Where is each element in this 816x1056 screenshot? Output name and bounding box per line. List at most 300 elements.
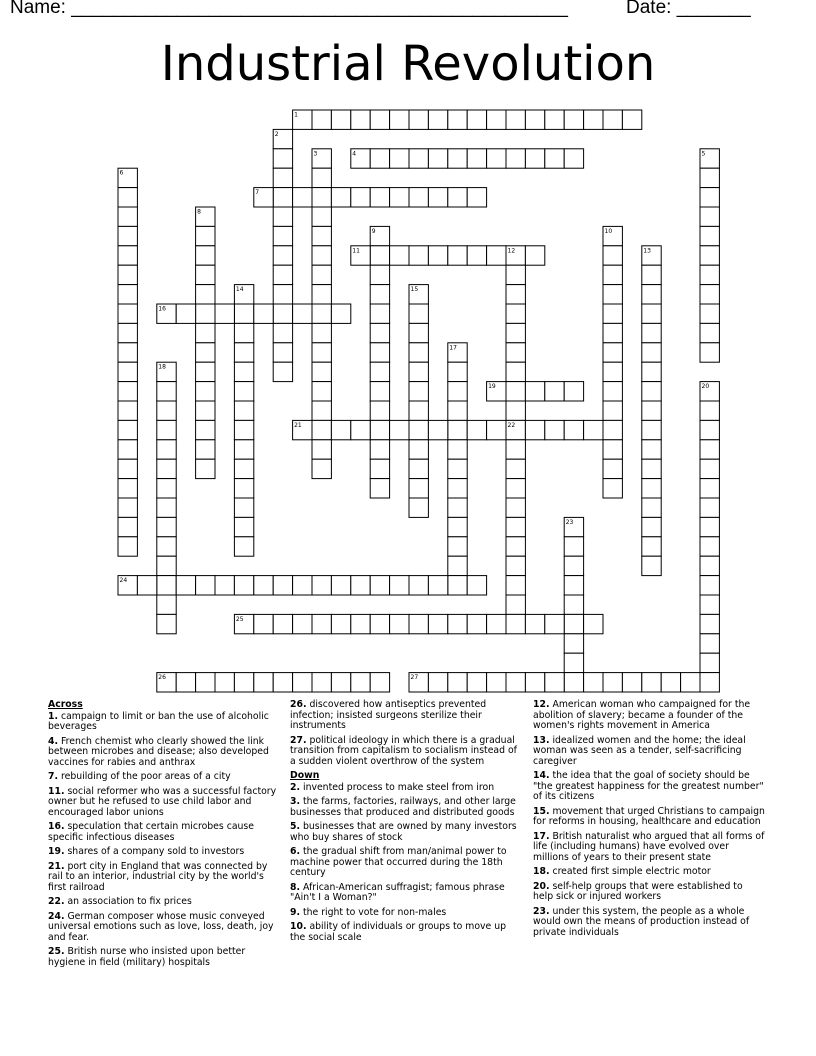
grid-cell[interactable] (118, 401, 137, 420)
grid-cell[interactable] (273, 343, 292, 362)
grid-cell[interactable] (157, 556, 176, 575)
grid-cell[interactable] (506, 382, 525, 401)
grid-cell[interactable] (506, 362, 525, 381)
grid-cell[interactable] (487, 149, 506, 168)
grid-cell[interactable] (642, 323, 661, 342)
grid-cell[interactable] (118, 343, 137, 362)
grid-cell[interactable] (448, 382, 467, 401)
grid-cell[interactable] (273, 149, 292, 168)
grid-cell[interactable] (467, 576, 486, 595)
grid-cell[interactable] (312, 614, 331, 633)
grid-cell[interactable] (157, 595, 176, 614)
grid-cell[interactable] (196, 401, 215, 420)
grid-cell[interactable] (234, 362, 253, 381)
grid-cell[interactable] (312, 168, 331, 187)
grid-cell[interactable] (661, 673, 680, 692)
grid-cell[interactable] (157, 401, 176, 420)
grid-cell[interactable] (196, 265, 215, 284)
grid-cell[interactable] (700, 226, 719, 245)
grid-cell[interactable] (506, 673, 525, 692)
grid-cell[interactable] (234, 576, 253, 595)
grid-cell[interactable] (603, 343, 622, 362)
grid-cell[interactable] (584, 110, 603, 129)
grid-cell[interactable] (448, 110, 467, 129)
grid-cell[interactable] (234, 401, 253, 420)
grid-cell[interactable] (448, 149, 467, 168)
grid-cell[interactable] (215, 673, 234, 692)
grid-cell[interactable] (506, 323, 525, 342)
grid-cell[interactable] (312, 304, 331, 323)
grid-cell[interactable] (293, 673, 312, 692)
grid-cell[interactable] (700, 246, 719, 265)
grid-cell[interactable] (506, 149, 525, 168)
grid-cell[interactable] (312, 420, 331, 439)
grid-cell[interactable] (234, 537, 253, 556)
grid-cell[interactable] (428, 576, 447, 595)
grid-cell[interactable] (700, 168, 719, 187)
grid-cell[interactable] (700, 304, 719, 323)
grid-cell[interactable] (642, 459, 661, 478)
grid-cell[interactable] (564, 595, 583, 614)
grid-cell[interactable] (700, 634, 719, 653)
grid-cell[interactable] (234, 382, 253, 401)
grid-cell[interactable] (409, 498, 428, 517)
grid-cell[interactable] (564, 382, 583, 401)
grid-cell[interactable] (196, 304, 215, 323)
grid-cell[interactable] (118, 188, 137, 207)
grid-cell[interactable] (642, 362, 661, 381)
grid-cell[interactable] (293, 304, 312, 323)
grid-cell[interactable] (370, 246, 389, 265)
grid-cell[interactable] (525, 614, 544, 633)
grid-cell[interactable] (273, 362, 292, 381)
grid-cell[interactable] (545, 382, 564, 401)
grid-cell[interactable] (448, 498, 467, 517)
grid-cell[interactable] (351, 188, 370, 207)
grid-cell[interactable] (176, 576, 195, 595)
grid-cell[interactable] (312, 323, 331, 342)
grid-cell[interactable] (118, 285, 137, 304)
grid-cell[interactable] (506, 304, 525, 323)
grid-cell[interactable] (603, 265, 622, 284)
grid-cell[interactable] (215, 576, 234, 595)
grid-cell[interactable] (700, 576, 719, 595)
grid-cell[interactable] (196, 576, 215, 595)
grid-cell[interactable] (700, 401, 719, 420)
grid-cell[interactable] (312, 285, 331, 304)
grid-cell[interactable] (390, 110, 409, 129)
grid-cell[interactable] (370, 323, 389, 342)
grid-cell[interactable] (700, 673, 719, 692)
grid-cell[interactable] (196, 382, 215, 401)
grid-cell[interactable] (234, 304, 253, 323)
grid-cell[interactable] (351, 576, 370, 595)
grid-cell[interactable] (525, 149, 544, 168)
grid-cell[interactable] (642, 382, 661, 401)
grid-cell[interactable] (700, 420, 719, 439)
grid-cell[interactable] (584, 673, 603, 692)
grid-cell[interactable] (564, 110, 583, 129)
grid-cell[interactable] (234, 498, 253, 517)
grid-cell[interactable] (622, 110, 641, 129)
grid-cell[interactable] (234, 459, 253, 478)
grid-cell[interactable] (157, 517, 176, 536)
grid-cell[interactable] (409, 479, 428, 498)
grid-cell[interactable] (448, 401, 467, 420)
grid-cell[interactable] (312, 207, 331, 226)
grid-cell[interactable] (603, 285, 622, 304)
grid-cell[interactable] (525, 110, 544, 129)
grid-cell[interactable] (467, 149, 486, 168)
grid-cell[interactable] (603, 479, 622, 498)
grid-cell[interactable] (564, 634, 583, 653)
grid-cell[interactable] (312, 343, 331, 362)
grid-cell[interactable] (234, 440, 253, 459)
grid-cell[interactable] (506, 343, 525, 362)
grid-cell[interactable] (545, 614, 564, 633)
grid-cell[interactable] (312, 440, 331, 459)
grid-cell[interactable] (118, 265, 137, 284)
grid-cell[interactable] (390, 614, 409, 633)
grid-cell[interactable] (370, 362, 389, 381)
grid-cell[interactable] (254, 673, 273, 692)
grid-cell[interactable] (642, 343, 661, 362)
grid-cell[interactable] (215, 304, 234, 323)
grid-cell[interactable] (428, 614, 447, 633)
grid-cell[interactable] (409, 323, 428, 342)
grid-cell[interactable] (448, 459, 467, 478)
grid-cell[interactable] (196, 323, 215, 342)
grid-cell[interactable] (642, 517, 661, 536)
grid-cell[interactable] (351, 673, 370, 692)
grid-cell[interactable] (273, 285, 292, 304)
grid-cell[interactable] (448, 440, 467, 459)
grid-cell[interactable] (584, 614, 603, 633)
grid-cell[interactable] (506, 498, 525, 517)
grid-cell[interactable] (506, 556, 525, 575)
grid-cell[interactable] (273, 265, 292, 284)
grid-cell[interactable] (118, 420, 137, 439)
grid-cell[interactable] (273, 614, 292, 633)
grid-cell[interactable] (293, 614, 312, 633)
grid-cell[interactable] (351, 110, 370, 129)
grid-cell[interactable] (700, 285, 719, 304)
grid-cell[interactable] (700, 595, 719, 614)
grid-cell[interactable] (312, 459, 331, 478)
grid-cell[interactable] (642, 304, 661, 323)
grid-cell[interactable] (622, 673, 641, 692)
grid-cell[interactable] (467, 673, 486, 692)
grid-cell[interactable] (409, 149, 428, 168)
grid-cell[interactable] (370, 149, 389, 168)
grid-cell[interactable] (234, 517, 253, 536)
grid-cell[interactable] (254, 614, 273, 633)
grid-cell[interactable] (564, 576, 583, 595)
grid-cell[interactable] (506, 440, 525, 459)
grid-cell[interactable] (700, 556, 719, 575)
grid-cell[interactable] (642, 401, 661, 420)
grid-cell[interactable] (448, 537, 467, 556)
grid-cell[interactable] (118, 498, 137, 517)
grid-cell[interactable] (370, 401, 389, 420)
grid-cell[interactable] (642, 285, 661, 304)
grid-cell[interactable] (312, 246, 331, 265)
grid-cell[interactable] (118, 323, 137, 342)
grid-cell[interactable] (196, 459, 215, 478)
grid-cell[interactable] (506, 459, 525, 478)
grid-cell[interactable] (234, 420, 253, 439)
grid-cell[interactable] (118, 207, 137, 226)
grid-cell[interactable] (312, 401, 331, 420)
grid-cell[interactable] (331, 673, 350, 692)
grid-cell[interactable] (312, 382, 331, 401)
grid-cell[interactable] (428, 149, 447, 168)
grid-cell[interactable] (312, 673, 331, 692)
grid-cell[interactable] (448, 517, 467, 536)
grid-cell[interactable] (700, 614, 719, 633)
grid-cell[interactable] (157, 498, 176, 517)
grid-cell[interactable] (467, 614, 486, 633)
grid-cell[interactable] (118, 479, 137, 498)
grid-cell[interactable] (506, 517, 525, 536)
grid-cell[interactable] (331, 576, 350, 595)
grid-cell[interactable] (642, 537, 661, 556)
grid-cell[interactable] (409, 382, 428, 401)
grid-cell[interactable] (370, 479, 389, 498)
grid-cell[interactable] (312, 362, 331, 381)
grid-cell[interactable] (370, 382, 389, 401)
grid-cell[interactable] (273, 226, 292, 245)
grid-cell[interactable] (118, 226, 137, 245)
grid-cell[interactable] (428, 188, 447, 207)
grid-cell[interactable] (448, 479, 467, 498)
grid-cell[interactable] (448, 188, 467, 207)
grid-cell[interactable] (351, 614, 370, 633)
grid-cell[interactable] (157, 537, 176, 556)
grid-cell[interactable] (564, 537, 583, 556)
grid-cell[interactable] (234, 479, 253, 498)
grid-cell[interactable] (409, 246, 428, 265)
grid-cell[interactable] (370, 614, 389, 633)
grid-cell[interactable] (564, 614, 583, 633)
grid-cell[interactable] (564, 673, 583, 692)
grid-cell[interactable] (370, 285, 389, 304)
grid-cell[interactable] (448, 673, 467, 692)
grid-cell[interactable] (409, 401, 428, 420)
grid-cell[interactable] (506, 576, 525, 595)
grid-cell[interactable] (642, 420, 661, 439)
grid-cell[interactable] (234, 323, 253, 342)
grid-cell[interactable] (642, 673, 661, 692)
grid-cell[interactable] (118, 537, 137, 556)
grid-cell[interactable] (448, 614, 467, 633)
grid-cell[interactable] (157, 576, 176, 595)
grid-cell[interactable] (409, 188, 428, 207)
grid-cell[interactable] (603, 440, 622, 459)
grid-cell[interactable] (448, 362, 467, 381)
grid-cell[interactable] (196, 362, 215, 381)
grid-cell[interactable] (157, 614, 176, 633)
grid-cell[interactable] (370, 440, 389, 459)
grid-cell[interactable] (312, 110, 331, 129)
grid-cell[interactable] (273, 576, 292, 595)
grid-cell[interactable] (700, 653, 719, 672)
grid-cell[interactable] (700, 498, 719, 517)
grid-cell[interactable] (196, 673, 215, 692)
grid-cell[interactable] (118, 382, 137, 401)
grid-cell[interactable] (506, 285, 525, 304)
grid-cell[interactable] (506, 614, 525, 633)
grid-cell[interactable] (545, 110, 564, 129)
grid-cell[interactable] (370, 110, 389, 129)
grid-cell[interactable] (525, 246, 544, 265)
grid-cell[interactable] (545, 673, 564, 692)
grid-cell[interactable] (506, 479, 525, 498)
grid-cell[interactable] (603, 323, 622, 342)
grid-cell[interactable] (157, 440, 176, 459)
grid-cell[interactable] (409, 459, 428, 478)
grid-cell[interactable] (506, 265, 525, 284)
grid-cell[interactable] (642, 479, 661, 498)
grid-cell[interactable] (448, 576, 467, 595)
grid-cell[interactable] (157, 459, 176, 478)
grid-cell[interactable] (118, 459, 137, 478)
grid-cell[interactable] (254, 304, 273, 323)
grid-cell[interactable] (273, 673, 292, 692)
grid-cell[interactable] (700, 265, 719, 284)
grid-cell[interactable] (196, 440, 215, 459)
grid-cell[interactable] (525, 382, 544, 401)
grid-cell[interactable] (525, 420, 544, 439)
grid-cell[interactable] (312, 576, 331, 595)
grid-cell[interactable] (700, 323, 719, 342)
grid-cell[interactable] (312, 226, 331, 245)
grid-cell[interactable] (603, 420, 622, 439)
grid-cell[interactable] (196, 343, 215, 362)
grid-cell[interactable] (390, 420, 409, 439)
grid-cell[interactable] (700, 459, 719, 478)
grid-cell[interactable] (196, 420, 215, 439)
grid-cell[interactable] (370, 673, 389, 692)
grid-cell[interactable] (642, 556, 661, 575)
grid-cell[interactable] (467, 420, 486, 439)
grid-cell[interactable] (409, 304, 428, 323)
grid-cell[interactable] (506, 595, 525, 614)
grid-cell[interactable] (506, 537, 525, 556)
grid-cell[interactable] (642, 265, 661, 284)
grid-cell[interactable] (273, 168, 292, 187)
grid-cell[interactable] (157, 479, 176, 498)
grid-cell[interactable] (273, 323, 292, 342)
grid-cell[interactable] (370, 188, 389, 207)
grid-cell[interactable] (331, 304, 350, 323)
grid-cell[interactable] (584, 420, 603, 439)
grid-cell[interactable] (390, 576, 409, 595)
grid-cell[interactable] (545, 149, 564, 168)
grid-cell[interactable] (176, 673, 195, 692)
grid-cell[interactable] (409, 110, 428, 129)
grid-cell[interactable] (390, 246, 409, 265)
grid-cell[interactable] (700, 207, 719, 226)
grid-cell[interactable] (467, 188, 486, 207)
grid-cell[interactable] (506, 110, 525, 129)
grid-cell[interactable] (448, 556, 467, 575)
grid-cell[interactable] (467, 110, 486, 129)
grid-cell[interactable] (409, 576, 428, 595)
grid-cell[interactable] (157, 382, 176, 401)
grid-cell[interactable] (370, 304, 389, 323)
grid-cell[interactable] (642, 440, 661, 459)
grid-cell[interactable] (506, 401, 525, 420)
grid-cell[interactable] (409, 420, 428, 439)
grid-cell[interactable] (390, 149, 409, 168)
grid-cell[interactable] (196, 246, 215, 265)
grid-cell[interactable] (642, 498, 661, 517)
grid-cell[interactable] (351, 420, 370, 439)
grid-cell[interactable] (525, 673, 544, 692)
grid-cell[interactable] (176, 304, 195, 323)
grid-cell[interactable] (234, 343, 253, 362)
grid-cell[interactable] (118, 440, 137, 459)
grid-cell[interactable] (603, 110, 622, 129)
grid-cell[interactable] (545, 420, 564, 439)
grid-cell[interactable] (196, 226, 215, 245)
grid-cell[interactable] (448, 420, 467, 439)
grid-cell[interactable] (331, 110, 350, 129)
grid-cell[interactable] (254, 576, 273, 595)
grid-cell[interactable] (118, 517, 137, 536)
grid-cell[interactable] (681, 673, 700, 692)
grid-cell[interactable] (700, 517, 719, 536)
grid-cell[interactable] (603, 382, 622, 401)
grid-cell[interactable] (118, 304, 137, 323)
grid-cell[interactable] (564, 556, 583, 575)
grid-cell[interactable] (273, 246, 292, 265)
grid-cell[interactable] (428, 246, 447, 265)
grid-cell[interactable] (409, 440, 428, 459)
grid-cell[interactable] (564, 149, 583, 168)
grid-cell[interactable] (487, 110, 506, 129)
grid-cell[interactable] (390, 188, 409, 207)
grid-cell[interactable] (273, 207, 292, 226)
grid-cell[interactable] (603, 459, 622, 478)
grid-cell[interactable] (603, 401, 622, 420)
grid-cell[interactable] (700, 440, 719, 459)
grid-cell[interactable] (118, 362, 137, 381)
grid-cell[interactable] (564, 653, 583, 672)
grid-cell[interactable] (487, 246, 506, 265)
grid-cell[interactable] (370, 343, 389, 362)
grid-cell[interactable] (370, 420, 389, 439)
grid-cell[interactable] (409, 343, 428, 362)
grid-cell[interactable] (603, 362, 622, 381)
grid-cell[interactable] (603, 246, 622, 265)
grid-cell[interactable] (700, 537, 719, 556)
grid-cell[interactable] (370, 576, 389, 595)
grid-cell[interactable] (196, 285, 215, 304)
grid-cell[interactable] (409, 614, 428, 633)
grid-cell[interactable] (273, 304, 292, 323)
grid-cell[interactable] (312, 265, 331, 284)
grid-cell[interactable] (118, 246, 137, 265)
grid-cell[interactable] (603, 304, 622, 323)
grid-cell[interactable] (312, 188, 331, 207)
grid-cell[interactable] (487, 673, 506, 692)
grid-cell[interactable] (700, 343, 719, 362)
grid-cell[interactable] (564, 420, 583, 439)
grid-cell[interactable] (331, 420, 350, 439)
grid-cell[interactable] (487, 614, 506, 633)
